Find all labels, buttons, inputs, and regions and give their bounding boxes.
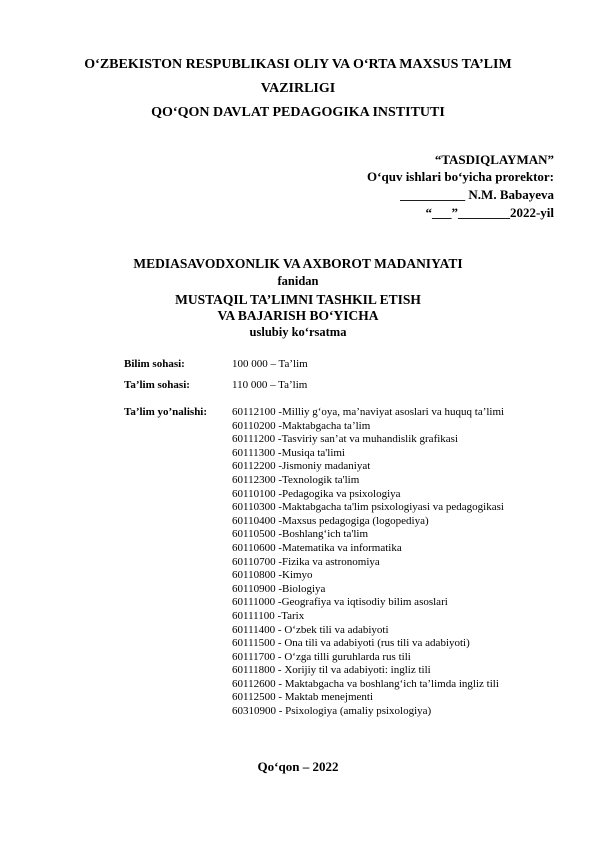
direction-item: 60111100 -Tarix: [232, 609, 305, 622]
direction-item: 60110700 -Fizika va astronomiya: [232, 555, 380, 568]
approval-signature: __________ N.M. Babayeva: [400, 187, 554, 202]
direction-item: 60110300 -Maktabgacha ta'lim psixologiyasi va pedagogikasi: [232, 501, 504, 514]
direction-item: 60111500 - Ona tili va adabiyoti (rus tili va adabiyoti): [232, 637, 470, 650]
field-label: Bilim sohasi:: [124, 358, 185, 370]
approval-title: “TASDIQLAYMAN”: [434, 152, 554, 167]
direction-item: 60112300 -Texnologik ta'lim: [232, 473, 360, 486]
area-label: Ta’lim sohasi:: [124, 379, 190, 391]
direction-label: Ta’lim yo’nalishi:: [124, 406, 208, 418]
direction-item: 60112500 - Maktab menejmenti: [232, 691, 374, 704]
direction-item: 60110200 -Maktabgacha ta’lim: [232, 419, 371, 432]
ministry-name-line2: VAZIRLIGI: [260, 81, 336, 96]
area-value: 110 000 – Ta’lim: [232, 379, 308, 391]
ministry-name-line1: O‘ZBEKISTON RESPUBLIKASI OLIY VA O‘RTA MAXSUS TA’LIM: [84, 57, 512, 72]
field-value: 100 000 – Ta’lim: [232, 358, 308, 370]
subject-fanidan: fanidan: [277, 274, 319, 288]
direction-item: 60112100 -Milliy g‘oya, ma’naviyat asoslari va huquq ta’limi: [232, 406, 505, 418]
institute-name: QO‘QON DAVLAT PEDAGOGIKA INSTITUTI: [151, 105, 445, 120]
direction-item: 60110600 -Matematika va informatika: [232, 541, 402, 554]
document-title-line1: MUSTAQIL TA’LIMNI TASHKIL ETISH: [175, 292, 421, 307]
direction-item: 60112200 -Jismoniy madaniyat: [232, 460, 371, 473]
document-title-line2: VA BAJARISH BO‘YICHA: [217, 308, 379, 323]
direction-item: 60111700 - O‘zga tilli guruhlarda rus tili: [232, 650, 411, 663]
approval-position: O‘quv ishlari bo‘yicha prorektor:: [367, 169, 554, 184]
directions-list: [232, 406, 504, 719]
direction-item: 60111400 - O‘zbek tili va adabiyoti: [232, 623, 389, 636]
direction-item: 60111300 -Musiqa ta'limi: [232, 446, 345, 459]
direction-item: 60112600 - Maktabgacha va boshlang‘ich ta’limda ingliz tili: [232, 677, 499, 690]
approval-date: “___”________2022-yil: [425, 205, 554, 220]
direction-item: 60111800 - Xorijiy til va adabiyoti: ingliz tili: [232, 664, 431, 677]
document-type: uslubiy ko‘rsatma: [249, 325, 347, 339]
direction-item: 60111200 -Tasviriy san’at va muhandislik grafikasi: [232, 433, 459, 446]
direction-item: 60110100 -Pedagogika va psixologiya: [232, 487, 401, 500]
direction-item: 60111000 -Geografiya va iqtisodiy bilim asoslari: [232, 596, 448, 609]
direction-item: 60110900 -Biologiya: [232, 582, 326, 595]
direction-item: 60310900 - Psixologiya (amaliy psixologiya): [232, 705, 432, 718]
direction-item: 60110800 -Kimyo: [232, 569, 313, 582]
direction-item: 60110500 -Boshlang‘ich ta'lim: [232, 528, 369, 541]
direction-item: 60110400 -Maxsus pedagogiga (logopediya): [232, 514, 429, 527]
place-year: Qo‘qon – 2022: [257, 759, 339, 774]
subject-title: MEDIASAVODXONLIK VA AXBOROT MADANIYATI: [133, 256, 463, 271]
